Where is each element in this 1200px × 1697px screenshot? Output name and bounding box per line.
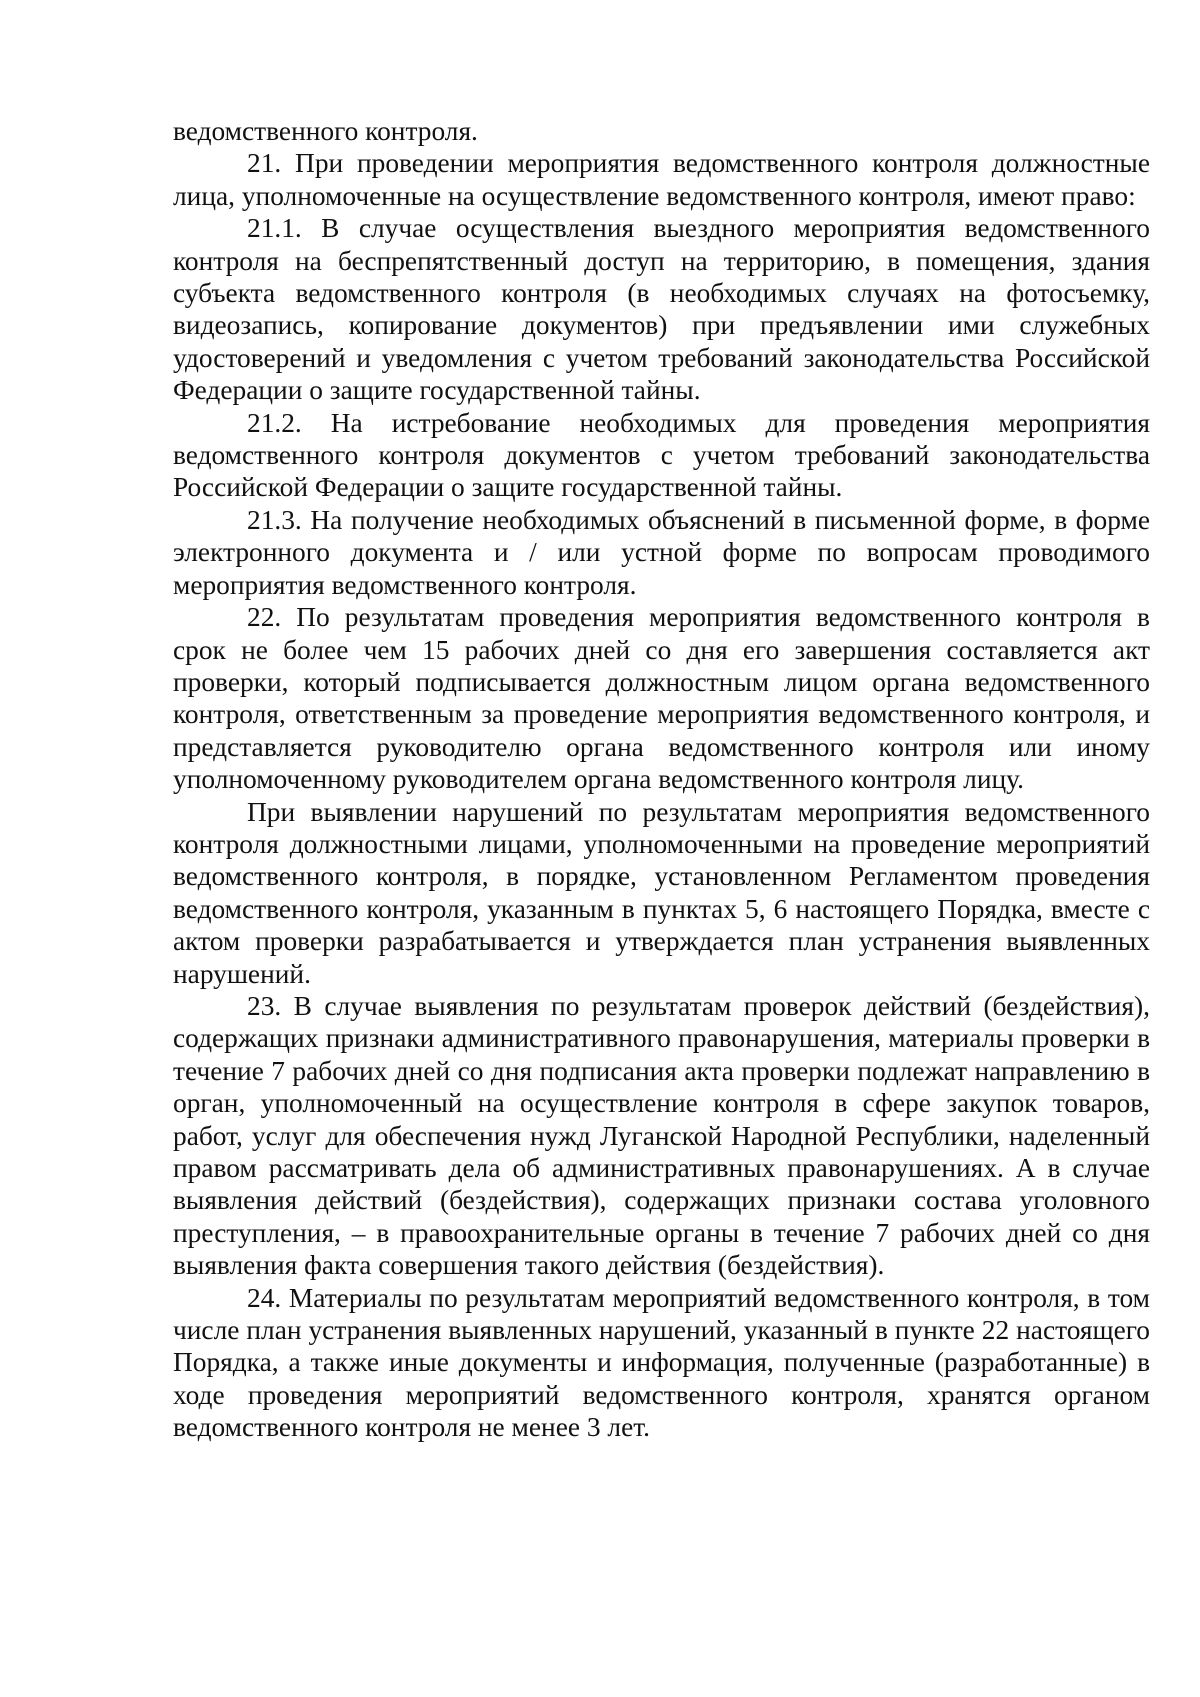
paragraph-24: 24. Материалы по результатам мероприятий ведомственного контроля, в том числе план устранения выявленных нарушений, указанный в пункте 22 настоящего Порядка, а также иные документы и информация, полученные (разработанные) в ходе проведения мероприятий ведомственного контроля, хранятся органом ведомственного контроля не менее 3 лет. (173, 1282, 1150, 1443)
paragraph-22: 22. По результатам проведения мероприятия ведомственного контроля в срок не более чем 15 рабочих дней со дня его завершения составляется акт проверки, который подписывается должностным лицом органа ведомственного контроля, ответственным за проведение мероприятия ведомственного контроля, и представляется руководителю органа ведомственного контроля или иному уполномоченному руководителем органа ведомственного контроля лицу. (173, 602, 1150, 795)
paragraph-21-3: 21.3. На получение необходимых объяснений в письменной форме, в форме электронного документа и / или устной форме по вопросам проводимого мероприятия ведомственного контроля. (173, 504, 1150, 600)
paragraph-21: 21. При проведении мероприятия ведомственного контроля должностные лица, уполномоченные на осуществление ведомственного контроля, имеют право: (173, 148, 1150, 211)
paragraph-21-2: 21.2. На истребование необходимых для проведения мероприятия ведомственного контроля документов с учетом требований законодательства Российской Федерации о защите государственной тайны. (173, 407, 1150, 503)
paragraph-22-violations: При выявлении нарушений по результатам мероприятия ведомственного контроля должностными лицами, уполномоченными на проведение мероприятий ведомственного контроля, в порядке, установленном Регламентом проведения ведомственного контроля, указанным в пунктах 5, 6 настоящего Порядка, вместе с актом проверки разрабатывается и утверждается план устранения выявленных нарушений. (173, 796, 1150, 989)
paragraph-continuation: ведомственного контроля. (173, 116, 478, 146)
paragraph-23: 23. В случае выявления по результатам проверок действий (бездействия), содержащих признаки административного правонарушения, материалы проверки в течение 7 рабочих дней со дня подписания акта проверки подлежат направлению в орган, уполномоченный на осуществление контроля в сфере закупок товаров, работ, услуг для обеспечения нужд Луганской Народной Республики, наделенный правом рассматривать дела об административных правонарушениях. А в случае выявления действий (бездействия), содержащих признаки состава уголовного преступления, – в правоохранительные органы в течение 7 рабочих дней со дня выявления факта совершения такого действия (бездействия). (173, 990, 1150, 1281)
document-page (173, 115, 1150, 1444)
paragraph-21-1: 21.1. В случае осуществления выездного мероприятия ведомственного контроля на беспрепятственный доступ на территорию, в помещения, здания субъекта ведомственного контроля (в необходимых случаях на фотосъемку, видеозапись, копирование документов) при предъявлении ими служебных удостоверений и уведомления с учетом требований законодательства Российской Федерации о защите государственной тайны. (173, 213, 1150, 406)
